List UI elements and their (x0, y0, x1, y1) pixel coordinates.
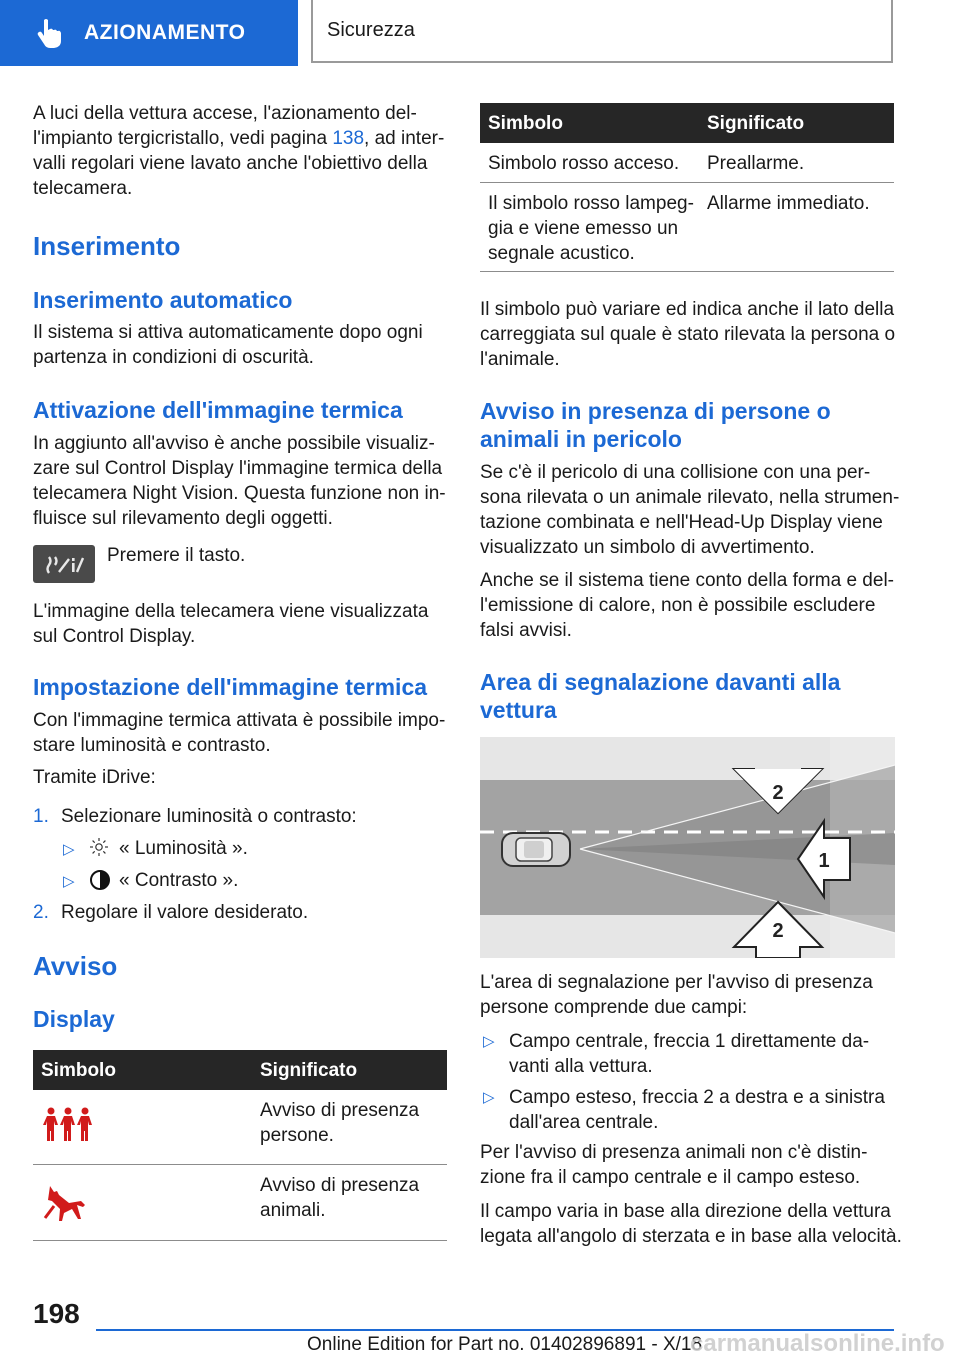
symbol-table-header (480, 103, 894, 143)
subsection-tab[interactable] (311, 0, 893, 63)
text-line: Campo centrale, freccia 1 direttamente da- (509, 1031, 870, 1052)
animal-warning-icon (42, 1182, 92, 1222)
detection-area-illustration (480, 737, 895, 958)
table-cell (488, 191, 694, 266)
bullet-campo-esteso (509, 1085, 885, 1135)
heading-inserimento-automatico: Inserimento automatico (33, 287, 293, 313)
text-line: persone comprende due campi: (480, 997, 748, 1018)
section-tab-label: AZIONAMENTO (84, 21, 246, 44)
text-line: vanti alla vettura. (509, 1056, 653, 1077)
intro-line: telecamera. (33, 178, 133, 199)
text-line: gia e viene emesso un (488, 218, 679, 239)
text-line: l'animale. (480, 349, 560, 370)
intro-line (33, 126, 453, 151)
col-significato: Significato (260, 1060, 358, 1081)
night-vision-symbol-icon (33, 545, 95, 583)
subsection-tab-label: Sicurezza (327, 19, 415, 41)
pericolo-paragraph (480, 460, 899, 560)
footer-edition-text: Online Edition for Part no. 01402896891 - X/18 (307, 1334, 703, 1355)
animali-paragraph (480, 1140, 867, 1190)
intro-text: , ad inter- (364, 128, 445, 149)
area-paragraph (480, 970, 873, 1020)
arrow-2-bottom-label: 2 (772, 920, 784, 942)
col-significato: Significato (707, 113, 805, 134)
car-icon (502, 833, 570, 866)
heading-line: vettura (480, 697, 557, 723)
brightness-option: « Luminosità ». (119, 838, 248, 859)
brightness-icon (89, 837, 109, 857)
intro-text: l'impianto tergicristallo, vedi pagina (33, 128, 333, 149)
text-line: zare sul Control Display l'immagine termica della (33, 458, 443, 479)
text-line: Il campo varia in base alla direzione della vettura (480, 1201, 891, 1222)
text-line: telecamera Night Vision. Questa funzione non in- (33, 483, 446, 504)
table-cell: Allarme immediato. (707, 193, 870, 214)
text-line: partenza in condizioni di oscurità. (33, 347, 314, 368)
text-line: L'area di segnalazione per l'avviso di presenza (480, 972, 873, 993)
bullet-arrow-icon: ▷ (63, 841, 75, 858)
text-line: sul Control Display. (33, 626, 196, 647)
text-line: In aggiunto all'avviso è anche possibile visualiz- (33, 433, 435, 454)
persons-warning-icon (42, 1106, 94, 1144)
text-line: animali. (260, 1200, 326, 1221)
bullet-arrow-icon: ▷ (483, 1089, 495, 1106)
intro-paragraph (33, 101, 453, 201)
heading-area (480, 668, 840, 724)
col-simbolo: Simbolo (488, 113, 563, 134)
intro-line: valli regolari viene lavato anche l'obiettivo della (33, 153, 428, 174)
heading-attivazione: Attivazione dell'immagine termica (33, 397, 403, 423)
table-cell: Simbolo rosso acceso. (488, 153, 680, 174)
text-line: dall'area centrale. (509, 1112, 659, 1133)
table-divider (480, 182, 894, 183)
text-line: legata all'angolo di sterzata e in base alla velocità. (480, 1226, 902, 1247)
heading-line: animali in pericolo (480, 426, 682, 452)
animal-warning-text (260, 1173, 419, 1223)
persons-warning-text (260, 1098, 419, 1148)
text-line: segnale acustico. (488, 243, 635, 264)
auto-paragraph (33, 320, 423, 370)
step-1-text: Selezionare luminosità o contrasto: (61, 806, 357, 827)
text-line: Per l'avviso di presenza animali non c'è distin- (480, 1142, 868, 1163)
table-divider (33, 1164, 447, 1165)
attivazione-paragraph (33, 431, 446, 531)
arrow-1-label: 1 (818, 850, 830, 872)
intro-line: A luci della vettura accese, l'azionamento del- (33, 103, 417, 124)
step-1-number: 1. (33, 806, 49, 827)
bullet-campo-centrale (509, 1029, 869, 1079)
press-button-text: Premere il tasto. (107, 545, 246, 566)
heading-impostazione: Impostazione dell'immagine termica (33, 674, 428, 700)
display-table-header (33, 1050, 447, 1090)
campo-paragraph (480, 1199, 902, 1249)
arrow-2-top-label: 2 (772, 782, 784, 804)
text-line: tazione combinata e nell'Head-Up Display viene (480, 512, 883, 533)
contrast-option: « Contrasto ». (119, 870, 239, 891)
heading-inserimento: Inserimento (33, 231, 181, 261)
text-line: Avviso di presenza (260, 1100, 420, 1121)
table-cell: Preallarme. (707, 153, 805, 174)
step-2-number: 2. (33, 902, 49, 923)
heading-line: Avviso in presenza di persone o (480, 398, 831, 424)
text-line: Avviso di presenza (260, 1175, 420, 1196)
text-line: Anche se il sistema tiene conto della forma e del- (480, 570, 894, 591)
text-line: sona rilevata o un animale rilevato, nella strumen- (480, 487, 900, 508)
text-line: Se c'è il pericolo di una collisione con una per- (480, 462, 871, 483)
anche-paragraph (480, 568, 894, 643)
text-line: L'immagine della telecamera viene visualizzata (33, 601, 429, 622)
text-line: carreggiata sul quale è stato rilevata la persona o (480, 324, 896, 345)
text-line: falsi avvisi. (480, 620, 572, 641)
page-number: 198 (33, 1298, 80, 1329)
hand-pointer-icon (36, 18, 62, 48)
text-line: visualizzato un simbolo di avvertimento. (480, 537, 815, 558)
bullet-arrow-icon: ▷ (63, 873, 75, 890)
text-line: Il simbolo può variare ed indica anche il lato della (480, 299, 895, 320)
text-line: Il simbolo rosso lampeg- (488, 193, 694, 214)
page-link[interactable]: 138 (332, 128, 365, 149)
image-paragraph (33, 599, 428, 649)
night-vision-button-icon (33, 545, 95, 583)
table-divider (480, 271, 894, 272)
text-line: zione fra il campo centrale e il campo esteso. (480, 1167, 861, 1188)
col-simbolo: Simbolo (41, 1060, 116, 1081)
contrast-icon (89, 869, 111, 891)
step-2-text: Regolare il valore desiderato. (61, 902, 309, 923)
text-line: stare luminosità e contrasto. (33, 735, 271, 756)
tramite-text: Tramite iDrive: (33, 767, 156, 788)
bullet-arrow-icon: ▷ (483, 1033, 495, 1050)
varia-paragraph (480, 297, 895, 372)
heading-avviso: Avviso (33, 951, 118, 981)
text-line: persone. (260, 1125, 334, 1146)
text-line: Campo esteso, freccia 2 a destra e a sinistra (509, 1087, 885, 1108)
watermark: carmanualsonline.info (690, 1330, 945, 1357)
text-line: Il sistema si attiva automaticamente dopo ogni (33, 322, 423, 343)
text-line: l'emissione di calore, non è possibile escludere (480, 595, 876, 616)
table-divider (33, 1240, 447, 1241)
text-line: fluisce sul rilevamento degli oggetti. (33, 508, 333, 529)
heading-pericolo (480, 397, 831, 453)
impostazione-paragraph (33, 708, 445, 758)
heading-display: Display (33, 1006, 115, 1032)
section-tab[interactable] (0, 0, 298, 66)
heading-line: Area di segnalazione davanti alla (480, 669, 841, 695)
text-line: Con l'immagine termica attivata è possibile impo- (33, 710, 446, 731)
footer-edition (307, 1334, 702, 1356)
